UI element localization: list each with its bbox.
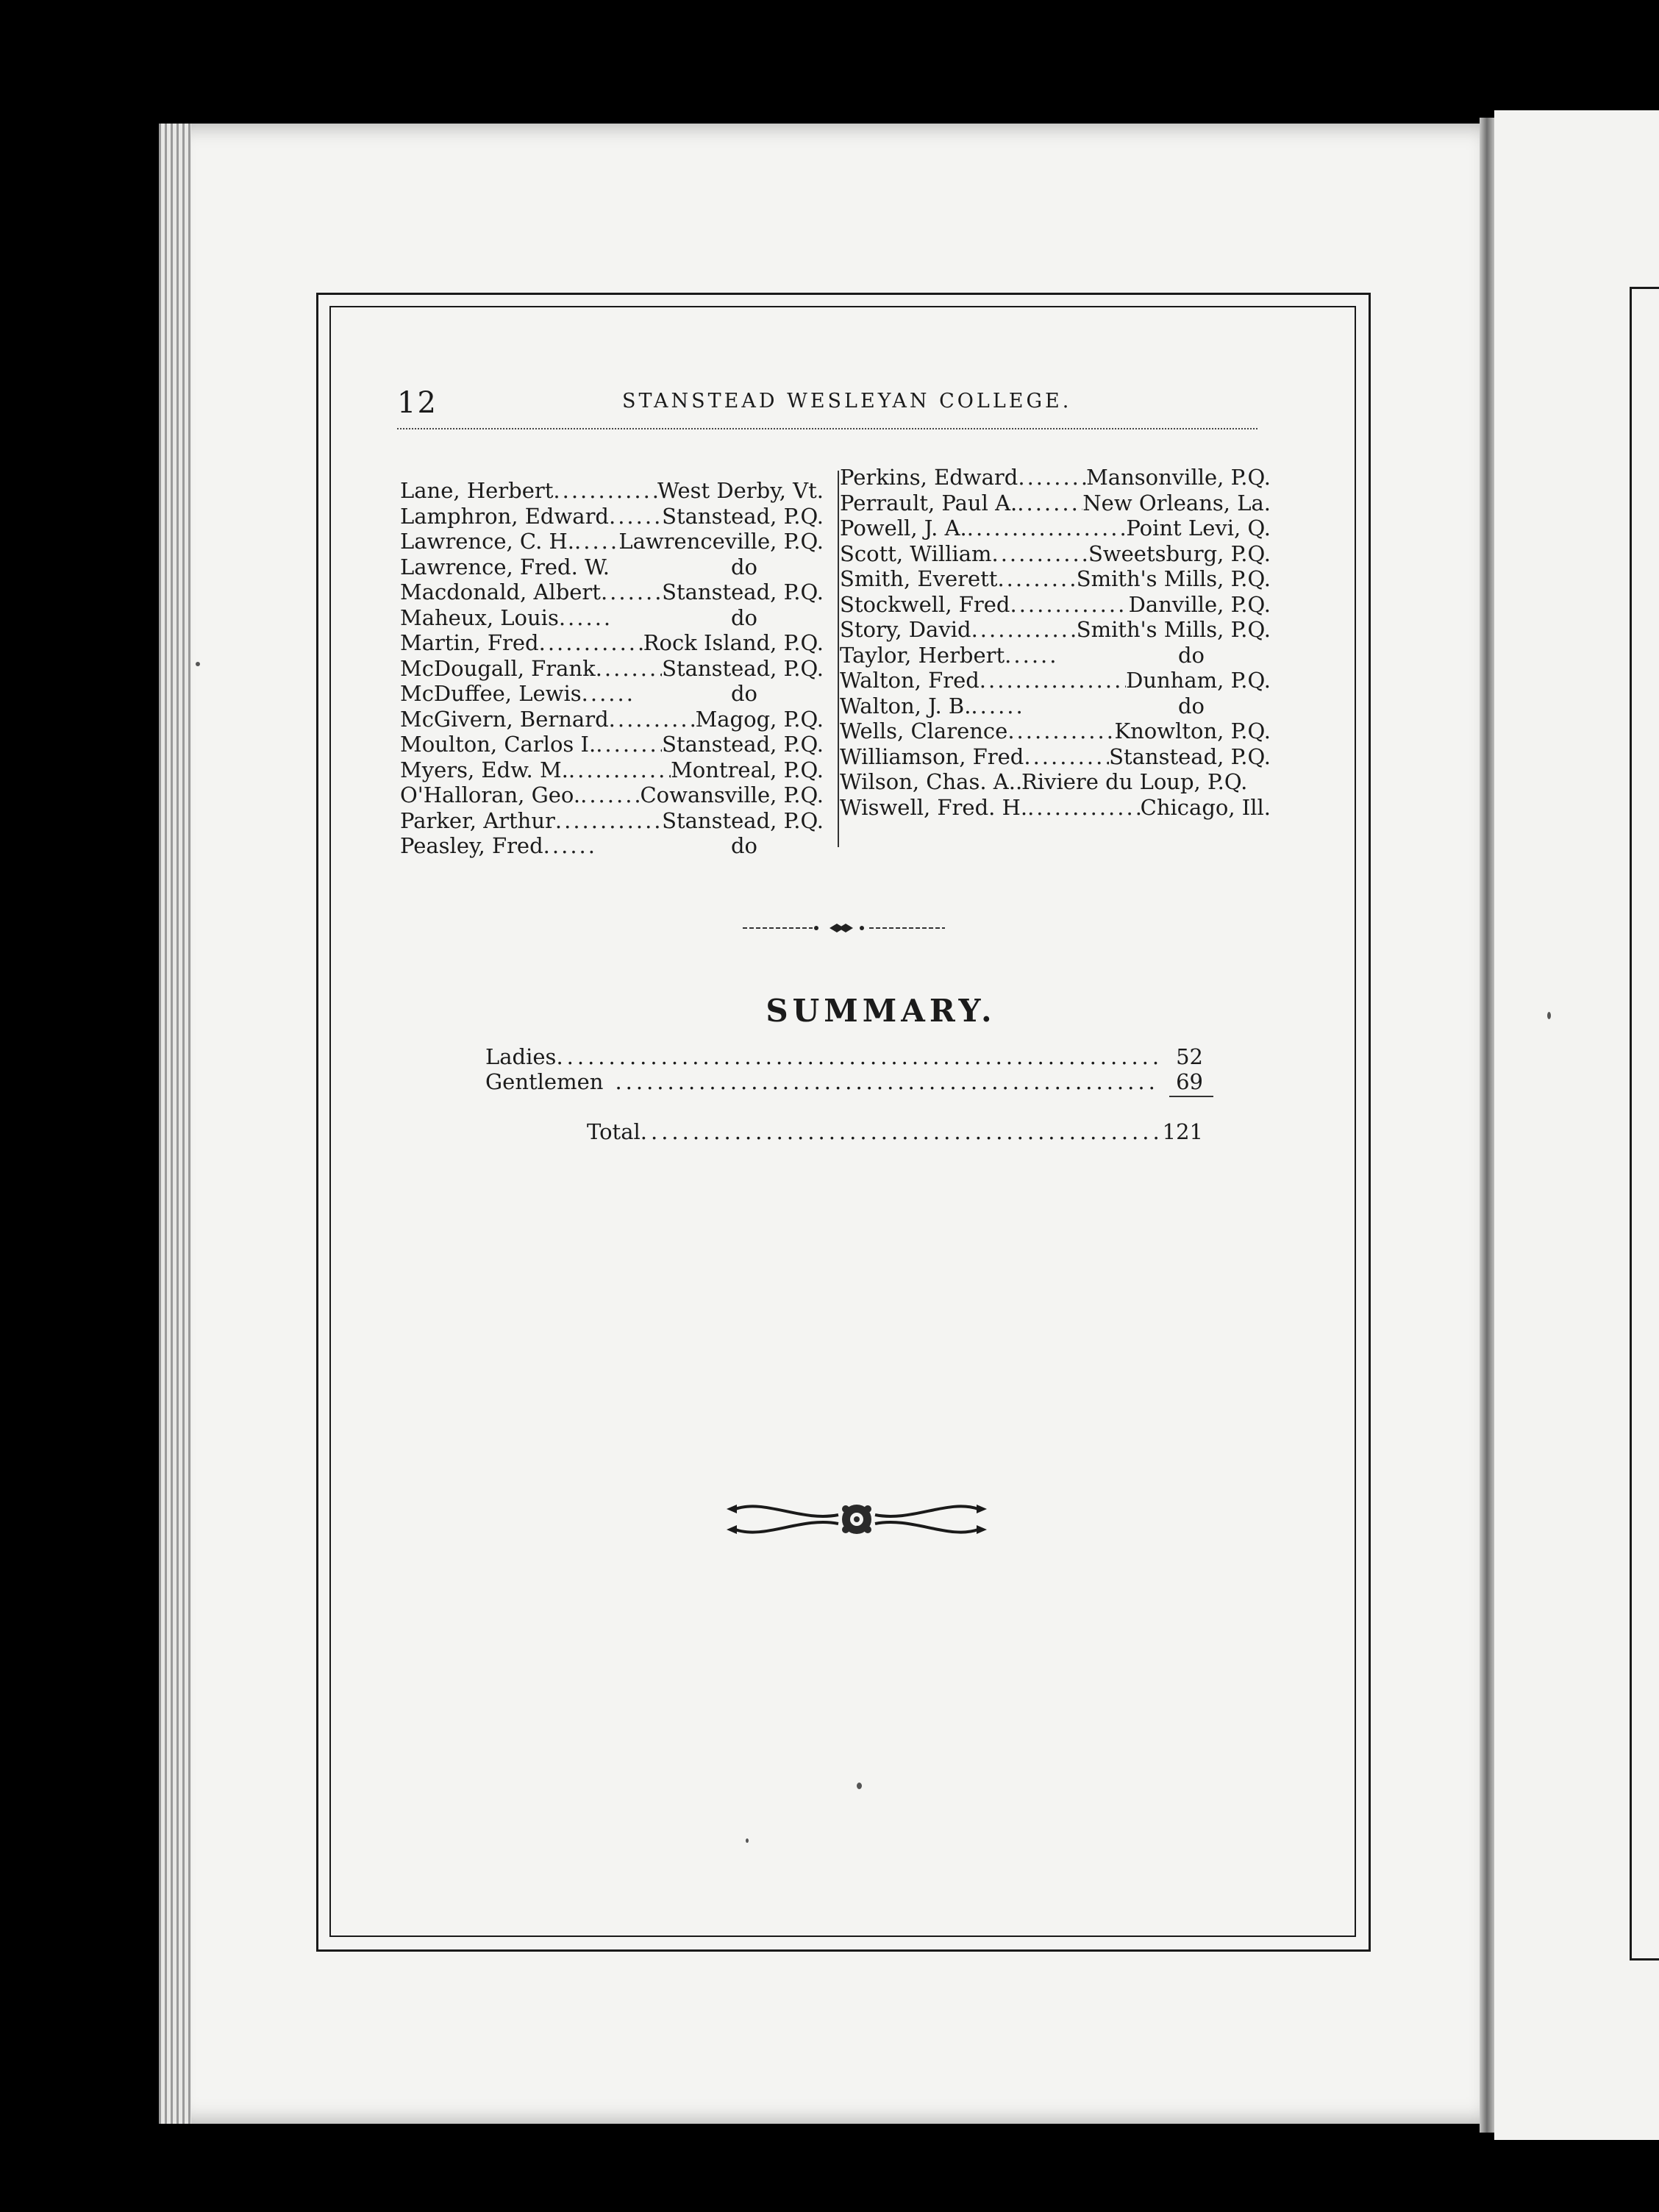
paper-speck (1547, 1012, 1551, 1019)
student-name: Lamphron, Edward (400, 503, 609, 529)
summary-label: Total (587, 1119, 641, 1144)
summary-title: SUMMARY. (766, 993, 996, 1029)
student-residence: Smith's Mills, P.Q. (1076, 617, 1271, 642)
summary-label: Gentlemen (485, 1069, 604, 1094)
student-residence: Lawrenceville, P.Q. (618, 529, 824, 554)
list-item (840, 592, 1271, 618)
student-name: Parker, Arthur (400, 807, 555, 833)
list-item (840, 541, 1271, 567)
student-name: Lawrence, C. H. (400, 529, 575, 554)
student-name: Martin, Fred (400, 630, 539, 655)
student-residence: West Derby, Vt. (657, 478, 824, 503)
paper-speck (857, 1783, 862, 1789)
list-item (400, 605, 824, 631)
student-name: Lane, Herbert (400, 478, 554, 503)
summary-count: 121 (1162, 1119, 1203, 1144)
student-residence: do (1177, 642, 1205, 668)
list-item (400, 656, 824, 682)
student-residence: Mansonville, P.Q. (1086, 465, 1271, 490)
summary-count: 69 (1176, 1069, 1203, 1094)
student-residence: Chicago, Ill. (1140, 794, 1271, 820)
student-residence: Riviere du Loup, P.Q. (1021, 769, 1248, 794)
list-item (840, 718, 1271, 744)
list-item (840, 795, 1271, 821)
student-name: Smith, Everett (840, 566, 998, 591)
list-item (400, 554, 824, 580)
student-residence: Dunham, P.Q. (1126, 668, 1271, 693)
student-name: Scott, William (840, 540, 992, 566)
student-name: Wilson, Chas. A. (840, 769, 1016, 794)
list-item (840, 769, 1271, 795)
list-item (400, 707, 824, 732)
student-name: Powell, J. A. (840, 515, 967, 540)
student-name: Wells, Clarence (840, 718, 1008, 743)
student-name: Stockwell, Fred (840, 591, 1010, 617)
paper-speck (746, 1838, 749, 1843)
student-residence: do (730, 833, 757, 858)
student-residence: Stanstead, P.Q. (662, 655, 824, 681)
student-residence: do (730, 604, 757, 630)
list-item (840, 617, 1271, 643)
list-item (840, 693, 1271, 719)
student-name: McDougall, Frank (400, 655, 596, 681)
column-divider (838, 471, 839, 847)
student-residence: Stanstead, P.Q. (662, 732, 824, 757)
student-name: McDuffee, Lewis (400, 681, 582, 706)
list-item (400, 579, 824, 605)
student-name: Macdonald, Albert (400, 579, 601, 604)
student-name: Story, David (840, 617, 971, 642)
page-number: 12 (397, 386, 438, 420)
student-name: McGivern, Bernard (400, 706, 609, 732)
running-head: STANSTEAD WESLEYAN COLLEGE. (622, 390, 1072, 413)
student-name: Lawrence, Fred. W. (400, 554, 610, 579)
student-residence: do (730, 554, 757, 579)
student-residence: Stanstead, P.Q. (662, 503, 824, 529)
list-item (840, 515, 1271, 541)
student-residence: do (730, 681, 757, 706)
book-spine (1480, 118, 1494, 2133)
student-residence: Stanstead, P.Q. (1109, 743, 1271, 769)
divider-ornament (743, 919, 945, 937)
summary-row-total (587, 1119, 1203, 1144)
list-item (400, 529, 824, 554)
student-residence: Stanstead, P.Q. (662, 807, 824, 833)
student-name: Taylor, Herbert (840, 642, 1005, 668)
student-name: Myers, Edw. M. (400, 757, 568, 782)
roster-left-column (400, 478, 824, 859)
list-item (400, 808, 824, 834)
student-residence: do (1177, 693, 1205, 718)
student-residence: Stanstead, P.Q. (662, 579, 824, 604)
list-item (840, 566, 1271, 592)
student-name: Walton, J. B. (840, 693, 971, 718)
student-name: Moulton, Carlos I. (400, 732, 596, 757)
student-residence: Knowlton, P.Q. (1114, 718, 1271, 743)
student-name: Williamson, Fred (840, 743, 1024, 769)
list-item (400, 681, 824, 707)
student-residence: Magog, P.Q. (695, 706, 824, 732)
student-name: Wiswell, Fred. H. (840, 794, 1028, 820)
list-item (400, 833, 824, 859)
student-name: O'Halloran, Geo. (400, 782, 581, 807)
student-name: Walton, Fred (840, 668, 980, 693)
tailpiece-ornament (721, 1493, 993, 1546)
summary-row-ladies (485, 1044, 1203, 1069)
summary-label: Ladies (485, 1044, 557, 1069)
roster-right-column (840, 465, 1271, 820)
student-name: Peasley, Fred (400, 833, 543, 858)
page-edges (159, 124, 191, 2124)
list-item (400, 732, 824, 757)
header-rule (397, 428, 1257, 429)
student-name: Perkins, Edward (840, 465, 1018, 490)
list-item (400, 504, 824, 529)
student-name: Perrault, Paul A. (840, 490, 1018, 515)
paper-speck (196, 662, 200, 666)
list-item (840, 668, 1271, 693)
list-item (840, 465, 1271, 490)
student-name: Maheux, Louis (400, 604, 559, 630)
total-rule (1169, 1096, 1213, 1097)
list-item (840, 643, 1271, 668)
right-page-border (1630, 287, 1659, 1961)
list-item (400, 478, 824, 504)
list-item (840, 490, 1271, 516)
student-residence: Rock Island, P.Q. (643, 630, 824, 655)
summary-row-gentlemen (485, 1069, 1203, 1094)
list-item (840, 744, 1271, 770)
student-residence: Montreal, P.Q. (671, 757, 824, 782)
student-residence: Smith's Mills, P.Q. (1076, 566, 1271, 591)
student-residence: Danville, P.Q. (1128, 591, 1271, 617)
student-residence: Point Levi, Q. (1126, 515, 1271, 540)
list-item (400, 782, 824, 808)
list-item (400, 757, 824, 783)
student-residence: Sweetsburg, P.Q. (1088, 540, 1271, 566)
student-residence: New Orleans, La. (1082, 490, 1271, 515)
summary-count: 52 (1176, 1044, 1203, 1069)
student-residence: Cowansville, P.Q. (640, 782, 824, 807)
list-item (400, 630, 824, 656)
